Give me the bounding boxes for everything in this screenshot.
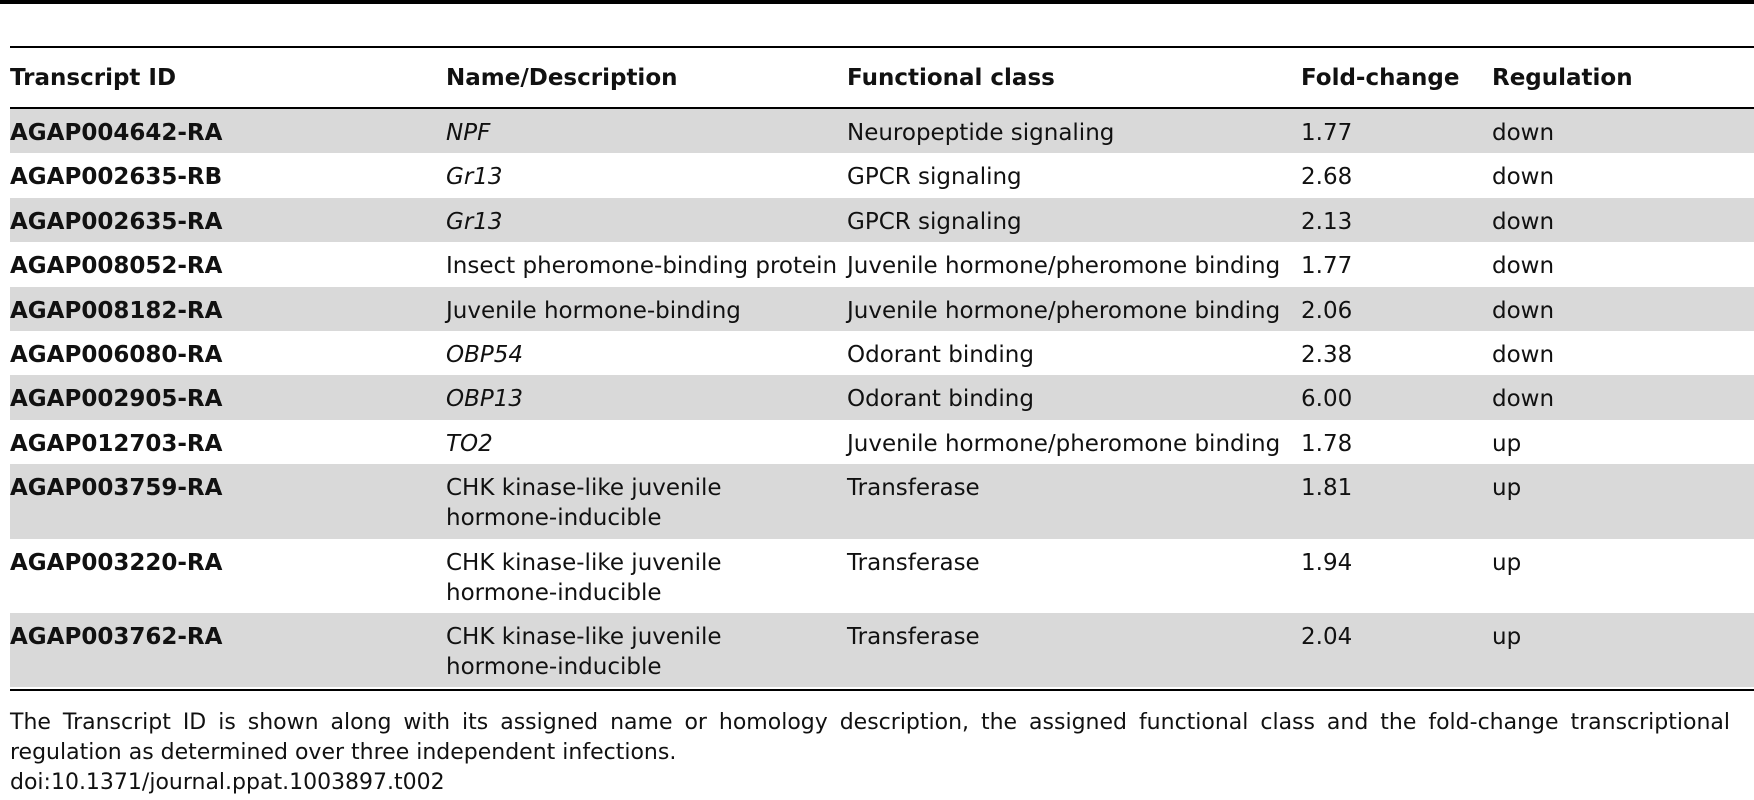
cell-regulation: up — [1492, 623, 1522, 650]
cell-name-description: CHK kinase-like juvenile hormone-inducible — [446, 623, 722, 680]
cell-functional-class: Juvenile hormone/pheromone binding — [847, 297, 1281, 324]
table-row — [10, 242, 1754, 286]
table-row — [10, 153, 1754, 197]
cell-regulation: up — [1492, 549, 1522, 576]
table-row — [10, 375, 1754, 419]
cell-transcript-id: AGAP008052-RA — [10, 253, 223, 280]
cell-name-description: Insect pheromone-binding protein — [446, 253, 838, 280]
table-row — [10, 198, 1754, 242]
cell-name-description: OBP54 — [446, 341, 524, 368]
cell-name-description: TO2 — [446, 430, 493, 457]
cell-transcript-id: AGAP003759-RA — [10, 475, 223, 502]
table-row — [10, 539, 1754, 613]
cell-fold-change: 1.77 — [1301, 253, 1353, 280]
cell-transcript-id: AGAP004642-RA — [10, 120, 223, 146]
table-row — [10, 331, 1754, 375]
header-regulation: Regulation — [1492, 65, 1633, 91]
cell-transcript-id: AGAP002635-RA — [10, 208, 223, 235]
cell-transcript-id: AGAP006080-RA — [10, 341, 223, 368]
header-functional-class: Functional class — [847, 65, 1055, 91]
cell-functional-class: Odorant binding — [847, 341, 1034, 368]
table-footnote: The Transcript ID is shown along with its assigned name or homology description, the assigned functional class and the fold-change transcriptional regulation as determined over three independent infections. — [10, 710, 1730, 765]
cell-functional-class: Transferase — [847, 623, 980, 650]
cell-fold-change: 1.77 — [1301, 120, 1353, 146]
cell-regulation: down — [1492, 253, 1555, 280]
cell-name-description: Juvenile hormone-binding — [446, 297, 741, 324]
table-body — [10, 109, 1754, 687]
cell-fold-change: 6.00 — [1301, 386, 1353, 413]
cell-regulation: up — [1492, 475, 1522, 502]
cell-name-description: OBP13 — [446, 386, 524, 413]
cell-functional-class: Odorant binding — [847, 386, 1034, 413]
cell-regulation: up — [1492, 430, 1522, 457]
cell-fold-change: 1.78 — [1301, 430, 1353, 457]
table-row — [10, 420, 1754, 464]
doi-text: doi:10.1371/journal.ppat.1003897.t002 — [10, 770, 445, 795]
cell-transcript-id: AGAP003762-RA — [10, 623, 223, 650]
cell-transcript-id: AGAP008182-RA — [10, 297, 223, 324]
cell-functional-class: Transferase — [847, 549, 980, 576]
cell-fold-change: 2.38 — [1301, 341, 1353, 368]
cell-regulation: down — [1492, 341, 1555, 368]
cell-functional-class: Transferase — [847, 475, 980, 502]
cell-transcript-id: AGAP002635-RB — [10, 164, 223, 191]
table-header-row — [10, 48, 1754, 107]
cell-transcript-id: AGAP012703-RA — [10, 430, 223, 457]
table-row — [10, 287, 1754, 331]
cell-regulation: down — [1492, 297, 1555, 324]
cell-name-description: Gr13 — [446, 164, 503, 191]
cell-regulation: down — [1492, 164, 1555, 191]
cell-fold-change: 2.04 — [1301, 623, 1353, 650]
header-name-description: Name/Description — [446, 65, 678, 91]
cell-regulation: down — [1492, 386, 1555, 413]
cell-regulation: down — [1492, 208, 1555, 235]
cell-fold-change: 2.13 — [1301, 208, 1353, 235]
cell-fold-change: 1.94 — [1301, 549, 1353, 576]
cell-name-description: Gr13 — [446, 208, 503, 235]
header-fold-change: Fold-change — [1301, 65, 1460, 91]
cell-functional-class: Juvenile hormone/pheromone binding — [847, 253, 1281, 280]
table-row — [10, 613, 1754, 687]
table-bottom-rule — [10, 689, 1754, 691]
cell-regulation: down — [1492, 120, 1555, 146]
header-transcript-id: Transcript ID — [10, 65, 177, 91]
cell-name-description: NPF — [446, 120, 491, 146]
cell-functional-class: Juvenile hormone/pheromone binding — [847, 430, 1281, 457]
top-rule — [0, 0, 1754, 4]
cell-transcript-id: AGAP002905-RA — [10, 386, 223, 413]
cell-name-description: CHK kinase-like juvenile hormone-inducible — [446, 549, 722, 606]
cell-fold-change: 2.06 — [1301, 297, 1353, 324]
cell-functional-class: GPCR signaling — [847, 164, 1022, 191]
table-row — [10, 464, 1754, 538]
table-row — [10, 109, 1754, 153]
cell-functional-class: Neuropeptide signaling — [847, 120, 1115, 146]
cell-name-description: CHK kinase-like juvenile hormone-inducible — [446, 475, 722, 532]
cell-functional-class: GPCR signaling — [847, 208, 1022, 235]
cell-transcript-id: AGAP003220-RA — [10, 549, 223, 576]
cell-fold-change: 1.81 — [1301, 475, 1353, 502]
cell-fold-change: 2.68 — [1301, 164, 1353, 191]
